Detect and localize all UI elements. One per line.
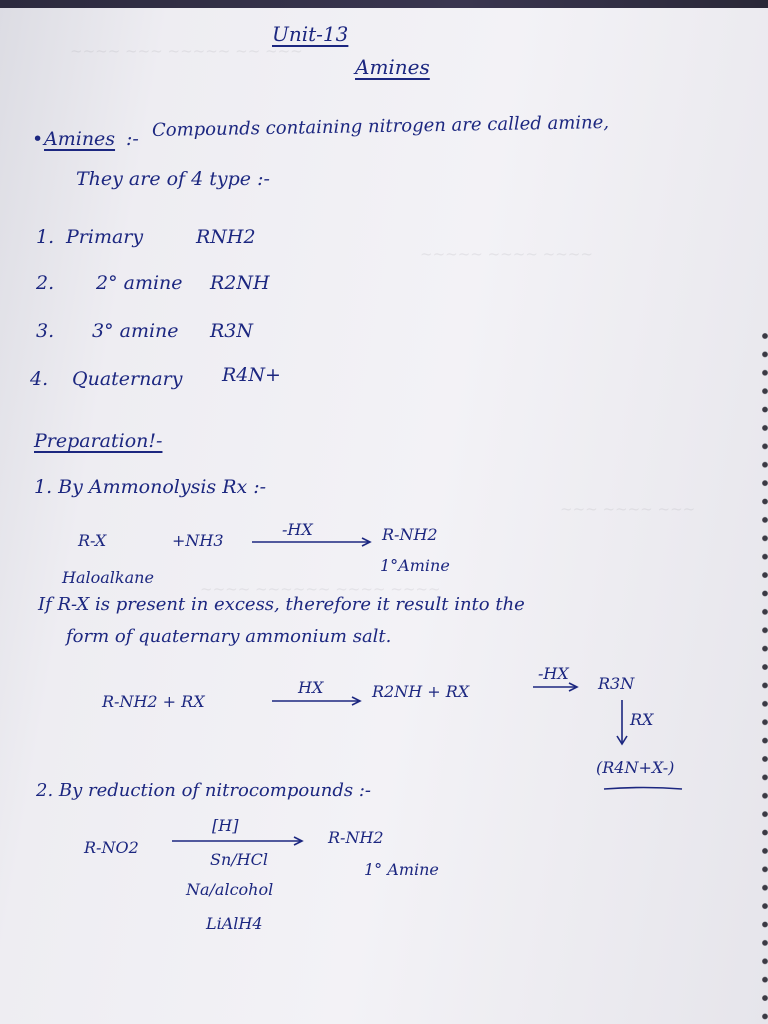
- definition-separator: :-: [126, 128, 139, 150]
- type-name: Quaternary: [72, 368, 183, 390]
- bleed-through-mark: ~~~~ ~~~ ~~~~~ ~~ ~~~: [70, 42, 303, 60]
- type-number: 2.: [36, 272, 55, 294]
- type-name: 3° amine: [92, 320, 179, 342]
- chain-mid: R2NH + RX: [372, 682, 470, 701]
- reaction-arrow: [252, 538, 372, 550]
- type-name: Primary: [66, 226, 144, 248]
- definition-term: Amines: [44, 128, 116, 150]
- product-amine-label: 1° Amine: [364, 860, 439, 879]
- chain-down-label: RX: [630, 710, 654, 729]
- types-intro: They are of 4 type :-: [76, 168, 270, 190]
- topic-heading: Amines: [355, 55, 430, 79]
- chain-down-arrow: [616, 700, 628, 748]
- type-number: 3.: [36, 320, 55, 342]
- product-primary-amine: R-NH2: [382, 525, 438, 544]
- definition-bullet: •: [32, 128, 44, 150]
- quaternary-salt: (R4N+X-): [596, 758, 675, 777]
- chain-arrow2-label: -HX: [538, 664, 569, 683]
- chain-start: R-NH2 + RX: [102, 692, 205, 711]
- type-name: 2° amine: [96, 272, 183, 294]
- method1-title: 1. By Ammonolysis Rx :-: [34, 476, 267, 498]
- excess-note-line2: form of quaternary ammonium salt.: [66, 626, 392, 647]
- type-formula: R3N: [210, 320, 254, 342]
- method2-title: 2. By reduction of nitrocompounds :-: [36, 780, 372, 801]
- alt-reagent: Na/alcohol: [186, 880, 274, 899]
- reduction-arrow: [172, 837, 304, 849]
- type-formula: R4N+: [222, 364, 281, 386]
- chain-arrow-1: [272, 697, 362, 709]
- primary-amine-label: 1°Amine: [380, 556, 450, 575]
- type-number: 1.: [36, 226, 55, 248]
- arrow-label: -HX: [282, 520, 313, 539]
- excess-note-line1: If R-X is present in excess, therefore it result into the: [38, 594, 525, 615]
- product-amine: R-NH2: [328, 828, 384, 847]
- chain-end: R3N: [598, 674, 635, 693]
- preparation-heading: Preparation!-: [34, 430, 163, 452]
- chain-arrow1-label: HX: [298, 678, 324, 697]
- reactant-ammonia: +NH3: [172, 531, 224, 550]
- bleed-through-mark: ~~~~ ~~~~~~ ~~~~ ~~~~: [200, 580, 441, 598]
- reactant-nitro: R-NO2: [84, 838, 139, 857]
- arrow-bottom-reagent: Sn/HCl: [210, 850, 268, 869]
- page-top-edge: [0, 0, 768, 8]
- type-formula: R2NH: [210, 272, 270, 294]
- type-formula: RNH2: [196, 226, 256, 248]
- bleed-through-mark: ~~~ ~~~~ ~~~: [560, 500, 696, 518]
- spiral-binding-holes: [756, 330, 768, 1024]
- haloalkane-label: Haloalkane: [62, 568, 154, 587]
- reactant-haloalkane: R-X: [78, 531, 107, 550]
- alt-reagent: LiAlH4: [206, 914, 263, 933]
- unit-heading: Unit-13: [272, 22, 349, 46]
- quaternary-underline: [604, 786, 684, 792]
- chain-arrow-2: [533, 683, 579, 695]
- arrow-top-reagent: [H]: [212, 816, 239, 835]
- type-number: 4.: [30, 368, 49, 390]
- definition-text: Compounds containing nitrogen are called amine,: [151, 112, 610, 141]
- bleed-through-mark: ~~~~~ ~~~~ ~~~~: [420, 245, 593, 263]
